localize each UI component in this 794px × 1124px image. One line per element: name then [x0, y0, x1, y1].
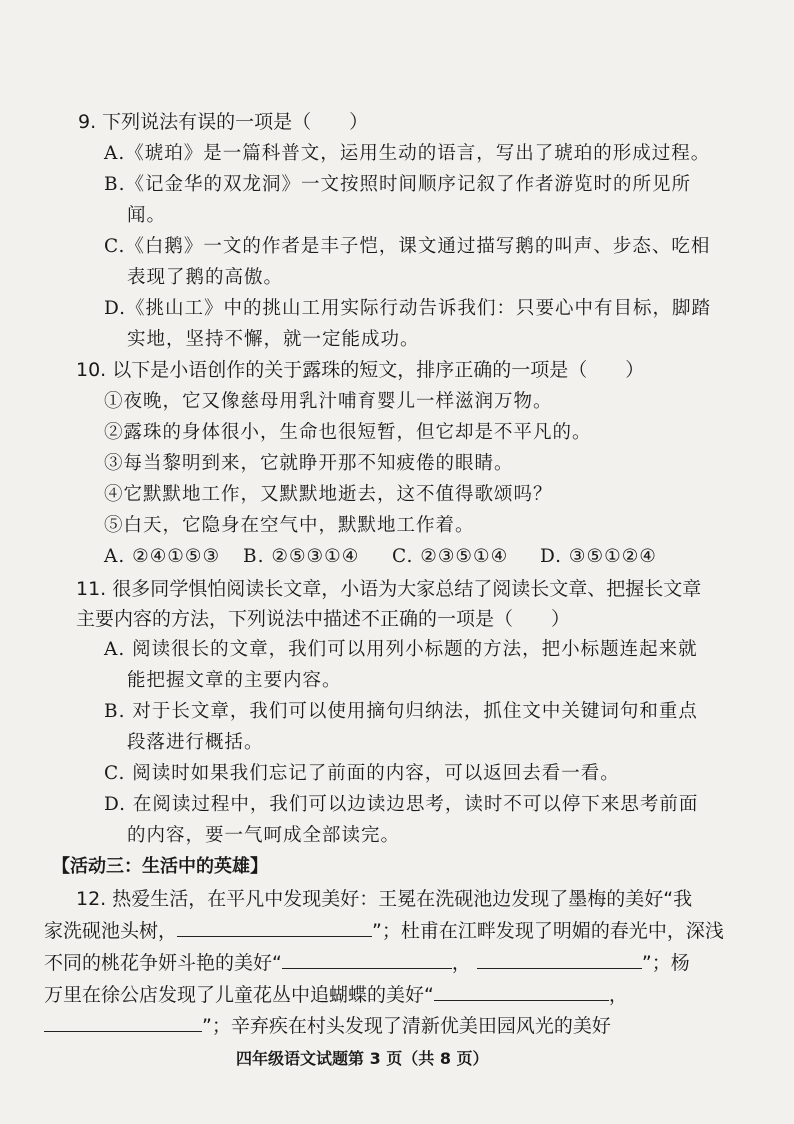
q11-option-b: B. 对于长文章，我们可以使用摘句归纳法，抓住文中关键词句和重点 [104, 701, 698, 722]
q12-line5-text-a: ”；辛弃疾在村头发现了清新优美田园风光的美好 [202, 1015, 611, 1037]
q9-option-d: D.《挑山工》中的挑山工用实际行动告诉我们：只要心中有目标，脚踏 [104, 298, 712, 319]
q11-option-b-cont: 段落进行概括。 [127, 732, 264, 753]
activity3-heading: 【活动三：生活中的英雄】 [52, 856, 268, 877]
q9-option-b: B.《记金华的双龙洞》一文按照时间顺序记叙了作者游览时的所见所 [104, 174, 691, 195]
q11-option-d: D. 在阅读过程中，我们可以边读边思考，读时不可以停下来思考前面 [104, 794, 699, 815]
q11-option-a-cont: 能把握文章的主要内容。 [127, 670, 342, 691]
q12-line5 [44, 1013, 611, 1038]
answer-blank-1[interactable] [177, 918, 372, 937]
q10-choice-a: A. ②④①⑤③ [104, 546, 221, 567]
q9-option-c: C.《白鹅》一文的作者是丰子恺，课文通过描写鹅的叫声、步态、吃相 [104, 236, 711, 257]
q10-choice-b: B. ②⑤③①④ [243, 546, 360, 567]
q11-option-a: A. 阅读很长的文章，我们可以用列小标题的方法，把小标题连起来就 [104, 639, 698, 660]
answer-blank-5[interactable] [44, 1013, 202, 1032]
q9-option-a: A.《琥珀》是一篇科普文，运用生动的语言，写出了琥珀的形成过程。 [104, 143, 711, 164]
q12-line3-text-a: 不同的桃花争妍斗艳的美好“ [44, 952, 282, 974]
q9-stem: 9. 下列说法有误的一项是（ ） [78, 111, 369, 133]
q10-sentence-2: ②露珠的身体很小，生命也很短暂，但它却是不平凡的。 [104, 422, 592, 443]
q12-line3-comma: ， [451, 952, 471, 974]
q12-line2-text-b: ”；杜甫在江畔发现了明媚的春光中，深浅 [372, 920, 724, 942]
answer-blank-2[interactable] [282, 950, 452, 969]
q9-option-d-cont: 实地，坚持不懈，就一定能成功。 [127, 329, 420, 350]
q11-stem-line2: 主要内容的方法，下列说法中描述不正确的一项是（ ） [76, 608, 571, 630]
q9-option-b-cont: 闻。 [127, 205, 167, 226]
q12-line3-text-c: ”；杨 [641, 952, 690, 974]
q12-line4-comma: ， [608, 984, 628, 1006]
page-footer: 四年级语文试题第 3 页（共 8 页） [236, 1049, 489, 1068]
q12-line1: 12. 热爱生活，在平凡中发现美好：王冕在洗砚池边发现了墨梅的美好“我 [76, 888, 693, 910]
q10-sentence-3: ③每当黎明到来，它就睁开那不知疲倦的眼睛。 [104, 453, 514, 474]
answer-blank-3[interactable] [477, 950, 642, 969]
q11-option-c: C. 阅读时如果我们忘记了前面的内容，可以返回去看一看。 [104, 763, 620, 784]
q10-choice-d: D. ③⑤①②④ [540, 546, 657, 567]
q12-line2 [44, 918, 724, 943]
q12-line2-text-a: 家洗砚池头树， [44, 920, 178, 942]
q10-choice-c: C. ②③⑤①④ [392, 546, 509, 567]
q9-option-c-cont: 表现了鹅的高傲。 [127, 267, 284, 288]
q11-stem-line1: 11. 很多同学惧怕阅读长文章，小语为大家总结了阅读长文章、把握长文章 [76, 578, 702, 600]
q10-stem: 10. 以下是小语创作的关于露珠的短文，排序正确的一项是（ ） [76, 359, 645, 381]
q11-option-d-cont: 的内容，要一气呵成全部读完。 [127, 825, 401, 846]
q10-sentence-4: ④它默默地工作，又默默地逝去，这不值得歌颂吗？ [104, 484, 553, 505]
q10-sentence-1: ①夜晚，它又像慈母用乳汁哺育婴儿一样滋润万物。 [104, 391, 553, 412]
q12-line3 [44, 950, 690, 975]
q12-line4 [44, 982, 628, 1007]
q12-line4-text-a: 万里在徐公店发现了儿童花丛中追蝴蝶的美好“ [44, 984, 434, 1006]
q10-sentence-5: ⑤白天，它隐身在空气中，默默地工作着。 [104, 515, 475, 536]
answer-blank-4[interactable] [434, 982, 609, 1001]
